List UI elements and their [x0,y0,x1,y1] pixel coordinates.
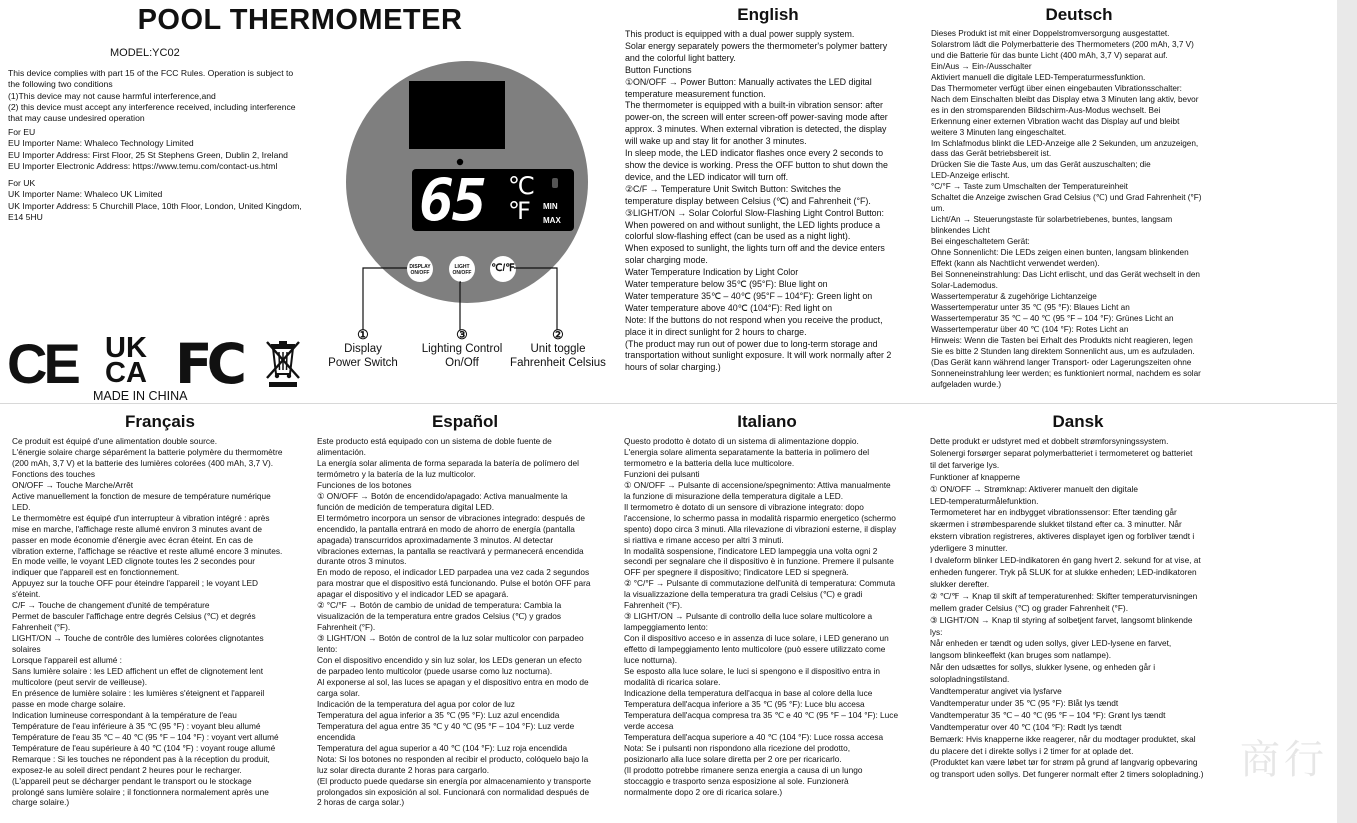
text-line: ② °C/°F → Botón de cambio de unidad de temperatura: Cambia la [317,600,562,611]
text-line: ON/OFF → Touche Marche/Arrêt [12,479,134,490]
text-line: Temperatura del agua entre 35 ℃ y 40 ℃ (95 °F – 104 °F): Luz verde [317,720,575,731]
button-label: DISPLAY [409,264,431,270]
text-line: C/F → Touche de changement d'unité de température [12,600,210,611]
text-line: um. [931,204,945,214]
text-line: solopladningstilstand. [930,674,1010,685]
text-line: Ein/Aus → Ein-/Ausschalter [931,61,1032,71]
text-line: secondi per segnalare che il dispositivo è in funzione. Premere il pulsante [624,556,894,567]
text-line: enheden fungerer. Tryk på SLUK for at slukke enheden; LED-indikatoren [930,566,1197,577]
text-line: LED-Anzeige erlischt. [931,171,1010,181]
heading-espanol: Español [431,412,499,431]
text-line: UK Importer Address: 5 Churchill Place, 10th Floor, London, United Kingdom, [8,200,302,211]
text-line: Temperatura del agua inferior a 35 ℃ (95 °F): Luz azul encendida [317,709,560,720]
text-line: EU Importer Electronic Address: https://www.temu.com/contact-us.html [8,160,278,171]
text-line: Active manuellement la fonction de mesure de température numérique [12,490,271,501]
text-line: Nota: Si los botones no responden al recibir el producto, colóquelo bajo la [317,753,589,764]
text-line: EU Importer Address: First Floor, 25 St Stephens Green, Dublin 2, Ireland [8,149,288,160]
max-indicator: MAX [543,216,561,225]
text-line: Hinweis: Wenn die Tasten bei Erhalt des Produkts nicht reagieren, legen [931,335,1193,345]
text-line: Wassertemperatur 35 ℃ – 40 ℃ (95 °F – 104 °F): Grünes Licht an [931,313,1174,323]
text-line: til det farverige lys. [930,459,1000,470]
section-espanol [317,436,591,808]
text-line: This product is equipped with a dual power supply system. [625,29,855,39]
text-line: ①ON/OFF → Power Button: Manually activates the LED digital [625,76,872,87]
text-line: s'éteint. [12,589,41,600]
text-line: Nota: Se i pulsanti non rispondono alla ricezione del prodotto, [624,742,851,753]
text-line: En présence de lumière solaire : les lumières s'éteignent et l'appareil [12,687,265,698]
text-line: and the colorful light battery. [625,52,736,63]
text-line: es in den stromsparenden Bildschirm-Aus-Modus wechselt. Bei [931,105,1161,115]
callout-text: Lighting Control [421,343,503,355]
text-line: Bei Sonneneinstrahlung: Das Licht erlischt, und das Gerät wechselt in den [931,269,1200,279]
text-line: (El producto puede quedarse sin energía por almacenamiento y transporte [317,775,591,786]
text-line: Fonctions des touches [12,468,96,479]
text-line: og transport uden sollys. Det fungerer normalt efter 2 timers solopladning.) [930,769,1204,780]
text-line: charge solaire.) [12,797,70,808]
text-line: Solar energy separately powers the thermometer's polymer battery [625,40,888,51]
text-line: ① ON/OFF → Botón de encendido/apagado: Activa manualmente la [317,490,568,501]
text-line: vibration externe, l'affichage se réactive et reste allumé encore 3 minutes. [12,545,283,556]
text-line: blinkendes Licht [931,226,990,236]
text-line: For UK [8,178,36,188]
text-line: temperature display between Celsius (℃) and Fahrenheit (°F). [625,195,871,206]
text-line: hours of solar charging.) [625,362,721,373]
fcc-mark: FC [175,332,241,396]
text-line: exposez-le au soleil direct pendant 2 heures pour le recharger. [12,764,242,775]
text-line: apagar el dispositivo y el indicador LED se apagará. [317,589,509,600]
temperature-readout: 65 [419,166,485,234]
celsius-unit: ℃ [508,173,535,200]
section-italiano [624,436,898,797]
text-line: (The product may run out of power due to long-term storage and [625,338,878,349]
text-line: termometro e la batteria della luce multicolore. [624,457,795,468]
text-line: mise en marche, l'affichage reste allumé environ 3 minutes avant de [12,523,263,534]
text-line: para mostrar que el dispositivo está funcionando. Pulse el botón OFF para [317,578,591,589]
text-line: Bemærk: Hvis knapperne ikke reagerer, når du modtager produktet, skal [930,733,1196,744]
text-line: durante otros 3 minutos. [317,556,407,567]
text-line: multicolore (peut servir de veilleuse). [12,676,148,687]
text-line: Température de l'eau 35 ℃ – 40 ℃ (95 °F – 104 °F) : voyant vert allumé [12,731,279,742]
text-line: normalmente dopo 2 ore di ricarica solare.) [624,786,783,797]
text-line: Ohne Sonnenlicht: Die LEDs zeigen einen bunten, langsam blinkenden [931,248,1189,258]
text-line: (Produktet kan være løbet tør for strøm på grund af langvarig opbevaring [930,757,1198,768]
text-line: Funktioner af knapperne [930,471,1020,482]
text-line: Le thermomètre est équipé d'un interrupteur à vibration intégré : après [12,512,270,523]
text-line: (1)This device may not cause harmful interference,and [8,90,216,101]
text-line: ③LIGHT/ON → Solar Colorful Slow-Flashing Light Control Button: [625,207,885,218]
text-line: luz solar directa durante 2 horas para cargarlo. [317,764,490,775]
text-line: (Das Gerät kann während langer Transport- oder Lagerungszeiten ohne [931,357,1192,367]
text-line: Note: If the buttons do not respond when you receive the product, [625,314,883,325]
text-line: Dieses Produkt ist mit einer Doppelstromversorgung ausgestattet. [931,29,1170,38]
text-line: Indicazione della temperatura dell'acqua in base al colore della luce [624,687,873,698]
text-line: (L'appareil peut se décharger pendant le transport ou le stockage [12,775,252,786]
text-line: (2) this device must accept any interference received, including interference [8,101,296,112]
text-line: I dvaleform blinker LED-indikatoren én gang hvert 2. sekund for at vise, at [930,555,1201,566]
button-label: LIGHT [454,264,470,270]
text-line: encendida [317,731,356,742]
text-line: ③ LIGHT/ON → Botón de control de la luz solar multicolor con parpadeo [317,633,584,644]
text-line: Fahrenheit (°F). [624,600,683,611]
text-line: Este producto está equipado con un sistema de doble fuente de [317,436,552,446]
text-line: vibraciones externas, la pantalla se reactivará y permanecerá encendida [317,545,584,556]
text-line: Water Temperature Indication by Light Color [625,267,799,278]
text-line: Nach dem Einschalten bleibt das Display etwa 3 Minuten lang aktiv, bevor [931,94,1199,104]
callout-lighting-control [412,328,512,370]
callout-number: ② [552,327,564,342]
text-line: yderligere 3 minutter. [930,543,1008,554]
text-line: Når enheden er tændt og uden sollys, giver LED-lysene en farvet, [930,638,1172,649]
text-line: L'énergie solaire charge séparément la batterie polymère du thermomètre [12,446,283,457]
unit-toggle-button[interactable]: ℃/℉ [490,256,516,282]
callout-text: On/Off [445,357,479,369]
text-line: termómetro y la batería de la luz multicolor. [317,468,476,479]
text-line: In modalità sospensione, l'indicatore LED lampeggia una volta ogni 2 [624,545,878,556]
heading-italiano: Italiano [737,412,797,431]
text-line: approx. 3 minutes. When external vibration is detected, the display [625,124,887,135]
text-line: la visualizzazione della temperatura tra gradi Celsius (℃) e gradi [624,589,863,600]
text-line: de parpadeo lento multicolor (puede usarse como luz nocturna). [317,666,553,677]
text-line: Im Schlafmodus blinkt die LED-Anzeige alle 2 Sekunden, um anzuzeigen, [931,138,1199,148]
text-line: Dette produkt er udstyret med et dobbelt strømforsyningssystem. [930,436,1169,446]
text-line: Vandtemperatur 35 ℃ – 40 ℃ (95 °F – 104 °F): Grønt lys tændt [930,709,1166,720]
ce-mark: CE [7,332,77,395]
text-line: prolongé sans lumière solaire ; il fonctionnera normalement après une [12,786,269,797]
text-line: Temperatura dell'acqua inferiore a 35 ℃ (95 °F): Luce blu accesa [624,698,865,709]
text-line: Al exponerse al sol, las luces se apagan y el dispositivo entra en modo de [317,676,589,687]
text-line: Vandtemperatur under 35 ℃ (95 °F): Blåt lys tændt [930,697,1119,708]
text-line: Température de l'eau inférieure à 35 ℃ (95 °F) : voyant bleu allumé [12,720,261,731]
page-title: POOL THERMOMETER [137,4,463,36]
text-line: The thermometer is equipped with a built-in vibration sensor: after [625,100,883,111]
text-line: slukker derefter. [930,578,990,589]
text-line: Appuyez sur la touche OFF pour éteindre l'appareil ; le voyant LED [12,578,259,589]
text-line: weitere 3 Minuten lang eingeschaltet. [931,127,1067,137]
text-line: This device complies with part 15 of the FCC Rules. Operation is subject to [8,68,294,78]
text-line: Water temperature below 35℃ (95°F): Blue light on [625,279,828,290]
text-line: show the device is working. Press the OFF button to shut down the [625,159,888,170]
text-line: °C/°F → Taste zum Umschalten der Temperatureinheit [931,182,1128,192]
text-line: prolongados sin exposición al sol. Funcionará con normalidad después de [317,786,590,797]
text-line: EU Importer Name: Whaleco Technology Limited [8,138,194,149]
fahrenheit-unit: ℉ [508,198,531,225]
text-line: Effekt (kann als Nachtlicht verwendet werden). [931,259,1100,269]
text-line: Licht/An → Steuerungstaste für solarbetriebenes, buntes, langsam [931,215,1173,225]
text-line: Ce produit est équipé d'une alimentation double source. [12,436,217,446]
ukca-bottom-letters: CA [105,357,147,389]
text-line: LIGHT/ON → Touche de contrôle des lumières colorées clignotantes [12,633,264,644]
text-line: LED-temperaturmålefunktion. [930,495,1039,506]
text-line: (Il prodotto potrebbe rimanere senza energia a causa di un lungo [624,764,863,775]
watermark-text: 商行 [1240,737,1328,783]
callout-unit-toggle [504,328,612,370]
text-line: du placere det i direkte sollys i 2 timer for at oplade det. [930,745,1134,756]
text-line: carga solar. [317,687,360,698]
heading-english: English [737,5,799,24]
text-line: posizionarlo alla luce solare diretta per 2 ore per ricaricarlo. [624,753,842,764]
text-line: En mode veille, le voyant LED clignote toutes les 2 secondes pour [12,556,256,567]
callout-text: Fahrenheit Celsius [510,357,606,369]
text-line: modalità di ricarica solare. [624,676,721,687]
text-line: stoccaggio e trasporto senza esposizione al sole. Funzionerà [624,775,849,786]
text-line: Fahrenheit (°F). [317,622,376,633]
button-label: ON/OFF [410,270,430,276]
text-line: Når den udsættes for sollys, slukker lysene, og enheden går i [930,662,1156,673]
text-line: that may cause undesired operation [8,113,145,124]
text-line: Bei eingeschaltetem Gerät: [931,237,1030,247]
text-line: und die Batterie für das bunte Licht (400 mAh, 3,7 V) separat auf. [931,50,1168,60]
text-line: LED. [12,501,31,512]
text-line: Termometeret har en indbygget vibrationssensor: Efter tænding går [930,507,1177,518]
text-line: Wassertemperatur unter 35 ℃ (95 °F): Blaues Licht an [931,302,1130,312]
text-line: Funzioni dei pulsanti [624,468,700,479]
text-line: Vandtemperatur over 40 ℃ (104 °F): Rødt lys tændt [930,721,1122,732]
text-line: Button Functions [625,64,692,75]
text-line: will wake up and stay lit for another 3 minutes. [625,136,807,147]
model-number: MODEL:YC02 [110,47,180,59]
text-line: Temperatura del agua superior a 40 ℃ (104 °F): Luz roja encendida [317,742,568,753]
text-line: Se esposto alla luce solare, le luci si spengono e il dispositivo entra in [624,666,880,677]
text-line: Con il dispositivo acceso e in assenza di luce solare, i LED generano un [624,633,889,644]
text-line: L'energia solare alimenta separatamente la batteria in polimero del [624,446,870,457]
ukca-top-letters: UK [105,332,147,364]
text-line: ① ON/OFF → Pulsante di accensione/spegnimento: Attiva manualmente [624,479,891,490]
text-line: Wassertemperatur & zugehörige Lichtanzeige [931,291,1097,301]
text-line: Sans lumière solaire : les LED affichent un effet de clignotement lent [12,666,264,677]
text-line: passe en mode charge solaire. [12,698,126,709]
text-line: l'accensione, lo schermo passa in modalità risparmio energetico (schermo [624,512,896,523]
text-line: Vandtemperatur angivet via lysfarve [930,686,1062,697]
text-line: Sonneneinstrahlung leer werden; es funktioniert normal, nachdem es solar [931,368,1201,378]
text-line: La energía solar alimenta de forma separada la batería de polímero del [317,457,579,468]
text-line: OFF per spegnere il dispositivo; l'indicatore LED si spegnerà. [624,567,849,578]
text-line: (200 mAh, 3,7 V) et la batterie des lumières colorées (400 mAh, 3,7 V). [12,457,274,468]
heading-dansk: Dansk [1052,412,1104,431]
text-line: effetto di lampeggiamento lento multicolore (può essere utilizzato come [624,644,886,655]
text-line: ②C/F → Temperature Unit Switch Button: Switches the [625,183,841,194]
text-line: ekstern vibration registreres, aktiveres displayet igen og forbliver tændt i [930,531,1195,542]
text-line: device, and the LED indicator will turn off. [625,171,789,182]
heading-francais: Français [125,412,195,431]
text-line: Wassertemperatur über 40 ℃ (104 °F): Rotes Licht an [931,324,1129,334]
text-line: Indicación de la temperatura del agua por color de luz [317,698,515,709]
text-line: visualización de la temperatura entre grados Celsius (℃) y grados [317,611,562,622]
text-line: ② °C/°F → Pulsante di commutazione dell'unità di temperatura: Commuta [624,578,896,589]
text-line: Erkennung einer externen Vibration wacht das Display auf und bleibt [931,116,1180,126]
callout-text: Power Switch [328,357,398,369]
section-deutsch [931,29,1202,390]
text-line: indiquer que l'appareil est en fonctionnement. [12,567,180,578]
text-line: Indication lumineuse correspondant à la température de l'eau [12,709,237,720]
min-indicator: MIN [543,202,558,211]
text-line: E14 5HU [8,211,43,222]
text-line: apagada) transcurridos aproximadamente 3 minutos. Al detectar [317,534,554,545]
text-line: place it in direct sunlight for 2 hours to charge. [625,326,807,337]
callout-text: Display [344,343,382,355]
text-line: función de medición de temperatura digital LED. [317,501,495,512]
text-line: Sie es bitte 2 Stunden lang direktem Sonnenlicht aus, um es aufzuladen. [931,346,1195,356]
text-line: luce notturna). [624,655,678,666]
text-line: Water temperature 35℃ – 40℃ (95°F – 104°F): Green light on [625,290,873,301]
text-line: ③ LIGHT/ON → Knap til styring af solbetjent farvet, langsomt blinkende [930,614,1193,625]
text-line: Drücken Sie die Taste Aus, um das Gerät auszuschalten; die [931,160,1151,170]
text-line: Solar-Lademodus. [931,280,998,290]
text-line: Solarstrom lädt die Polymerbatterie des Thermometers (200 mAh, 3,7 V) [931,39,1194,49]
text-line: solaires [12,644,41,655]
heading-deutsch: Deutsch [1045,5,1113,24]
text-line: Das Thermometer verfügt über einen eingebauten Vibrationsschalter: [931,83,1182,93]
text-line: 2 horas de carga solar.) [317,797,405,808]
text-line: alimentación. [317,446,366,457]
text-line: Temperatura dell'acqua superiore a 40 ℃ (104 °F): Luce rossa accesa [624,731,884,742]
section-english [625,29,891,374]
text-line: verde accesa [624,720,674,731]
text-line: Lorsque l'appareil est allumé : [12,655,122,666]
text-line: spento) dopo circa 3 minuti. Alla rilevazione di vibrazioni esterne, il display [624,523,897,534]
callout-number: ③ [456,327,468,342]
section-francais [12,436,282,808]
text-line: dass das Gerät betriebsbereit ist. [931,149,1052,159]
section-dansk [930,436,1203,781]
text-line: skærmen i strømbesparende slukket tilstand efter ca. 3 minutter. Når [930,519,1182,530]
text-line: Questo prodotto è dotato di un sistema di alimentazione doppio. [624,436,859,446]
text-line: When powered on and without sunlight, the LED lights produce a [625,219,881,230]
callout-display-power [318,328,408,370]
text-line: lys: [930,626,943,637]
text-line: lampeggiamento lento: [624,622,708,633]
text-line: Schaltet die Anzeige zwischen Grad Celsius (℃) und Grad Fahrenheit (°F) [931,193,1202,203]
text-line: si riattiva e rimane acceso per altri 3 minuti. [624,534,784,545]
text-line: encendido, la pantalla entrará en modo de ahorro de energía (pantalla [317,523,575,534]
text-line: Aktiviert manuell die digitale LED-Temperaturmessfunktion. [931,72,1146,82]
text-line: lento: [317,644,338,655]
text-line: Con el dispositivo encendido y sin luz solar, los LEDs generan un efecto [317,655,582,666]
text-line: colorful slow-flashing effect (can be used as a night light). [625,231,851,242]
text-line: la funzione di misurazione della temperatura digitale a LED. [624,490,844,501]
text-line: In sleep mode, the LED indicator flashes once every 2 seconds to [625,148,884,159]
text-line: El termómetro incorpora un sensor de vibraciones integrado: después de [317,512,585,523]
text-line: ① ON/OFF → Strømknap: Aktiverer manuelt den digitale [930,483,1139,494]
text-line: ③ LIGHT/ON → Pulsante di controllo della luce solare multicolore a [624,611,873,622]
text-line: ② ℃/℉ → Knap til skift af temperaturenhed: Skifter temperaturvisningen [930,590,1198,601]
text-line: For EU [8,127,36,137]
text-line: Permet de basculer l'affichage entre degrés Celsius (℃) et degrés [12,611,256,622]
text-line: UK Importer Name: Whaleco UK Limited [8,189,163,200]
text-line: passer en mode économie d'énergie avec écran éteint. En cas de [12,534,253,545]
text-line: Solenergi forsørger separat polymerbatteriet i termometeret og batteriet [930,447,1193,458]
text-line: Il termometro è dotato di un sensore di vibrazione integrato: dopo [624,501,864,512]
text-line: Remarque : Si les touches ne répondent pas à la réception du produit, [12,753,270,764]
made-in-label: MADE IN CHINA [93,389,188,403]
text-line: the following two conditions [8,79,113,90]
text-line: mellem grader Celsius (℃) og grader Fahrenheit (°F). [930,602,1128,613]
text-line: Température de l'eau supérieure à 40 ℃ (104 °F) : voyant rouge allumé [12,742,276,753]
text-line: En modo de reposo, el indicador LED parpadea una vez cada 2 segundos [317,567,590,578]
text-line: Fahrenheit (°F). [12,622,71,633]
text-line: aufgeladen wurde.) [931,379,1002,389]
text-line: temperature measurement function. [625,88,766,99]
button-label: ON/OFF [452,270,472,276]
text-line: Temperatura dell'acqua compresa tra 35 ℃ e 40 ℃ (95 °F – 104 °F): Luce [624,709,899,720]
text-line: Funciones de los botones [317,479,412,490]
text-line: solar charging mode. [625,255,708,266]
text-line: power-on, the screen will enter screen-off power-saving mode after [625,112,888,123]
text-line: langsom blinkeeffekt (kan bruges som natlampe). [930,650,1112,661]
text-line: When exposed to sunlight, the lights turn off and the device enters [625,243,885,254]
callout-text: Unit toggle [530,343,586,355]
text-line: transportation without sunlight exposure. It will work normally after 2 [625,350,892,361]
text-line: Water temperature above 40℃ (104°F): Red light on [625,302,833,313]
callout-number: ① [357,327,369,342]
